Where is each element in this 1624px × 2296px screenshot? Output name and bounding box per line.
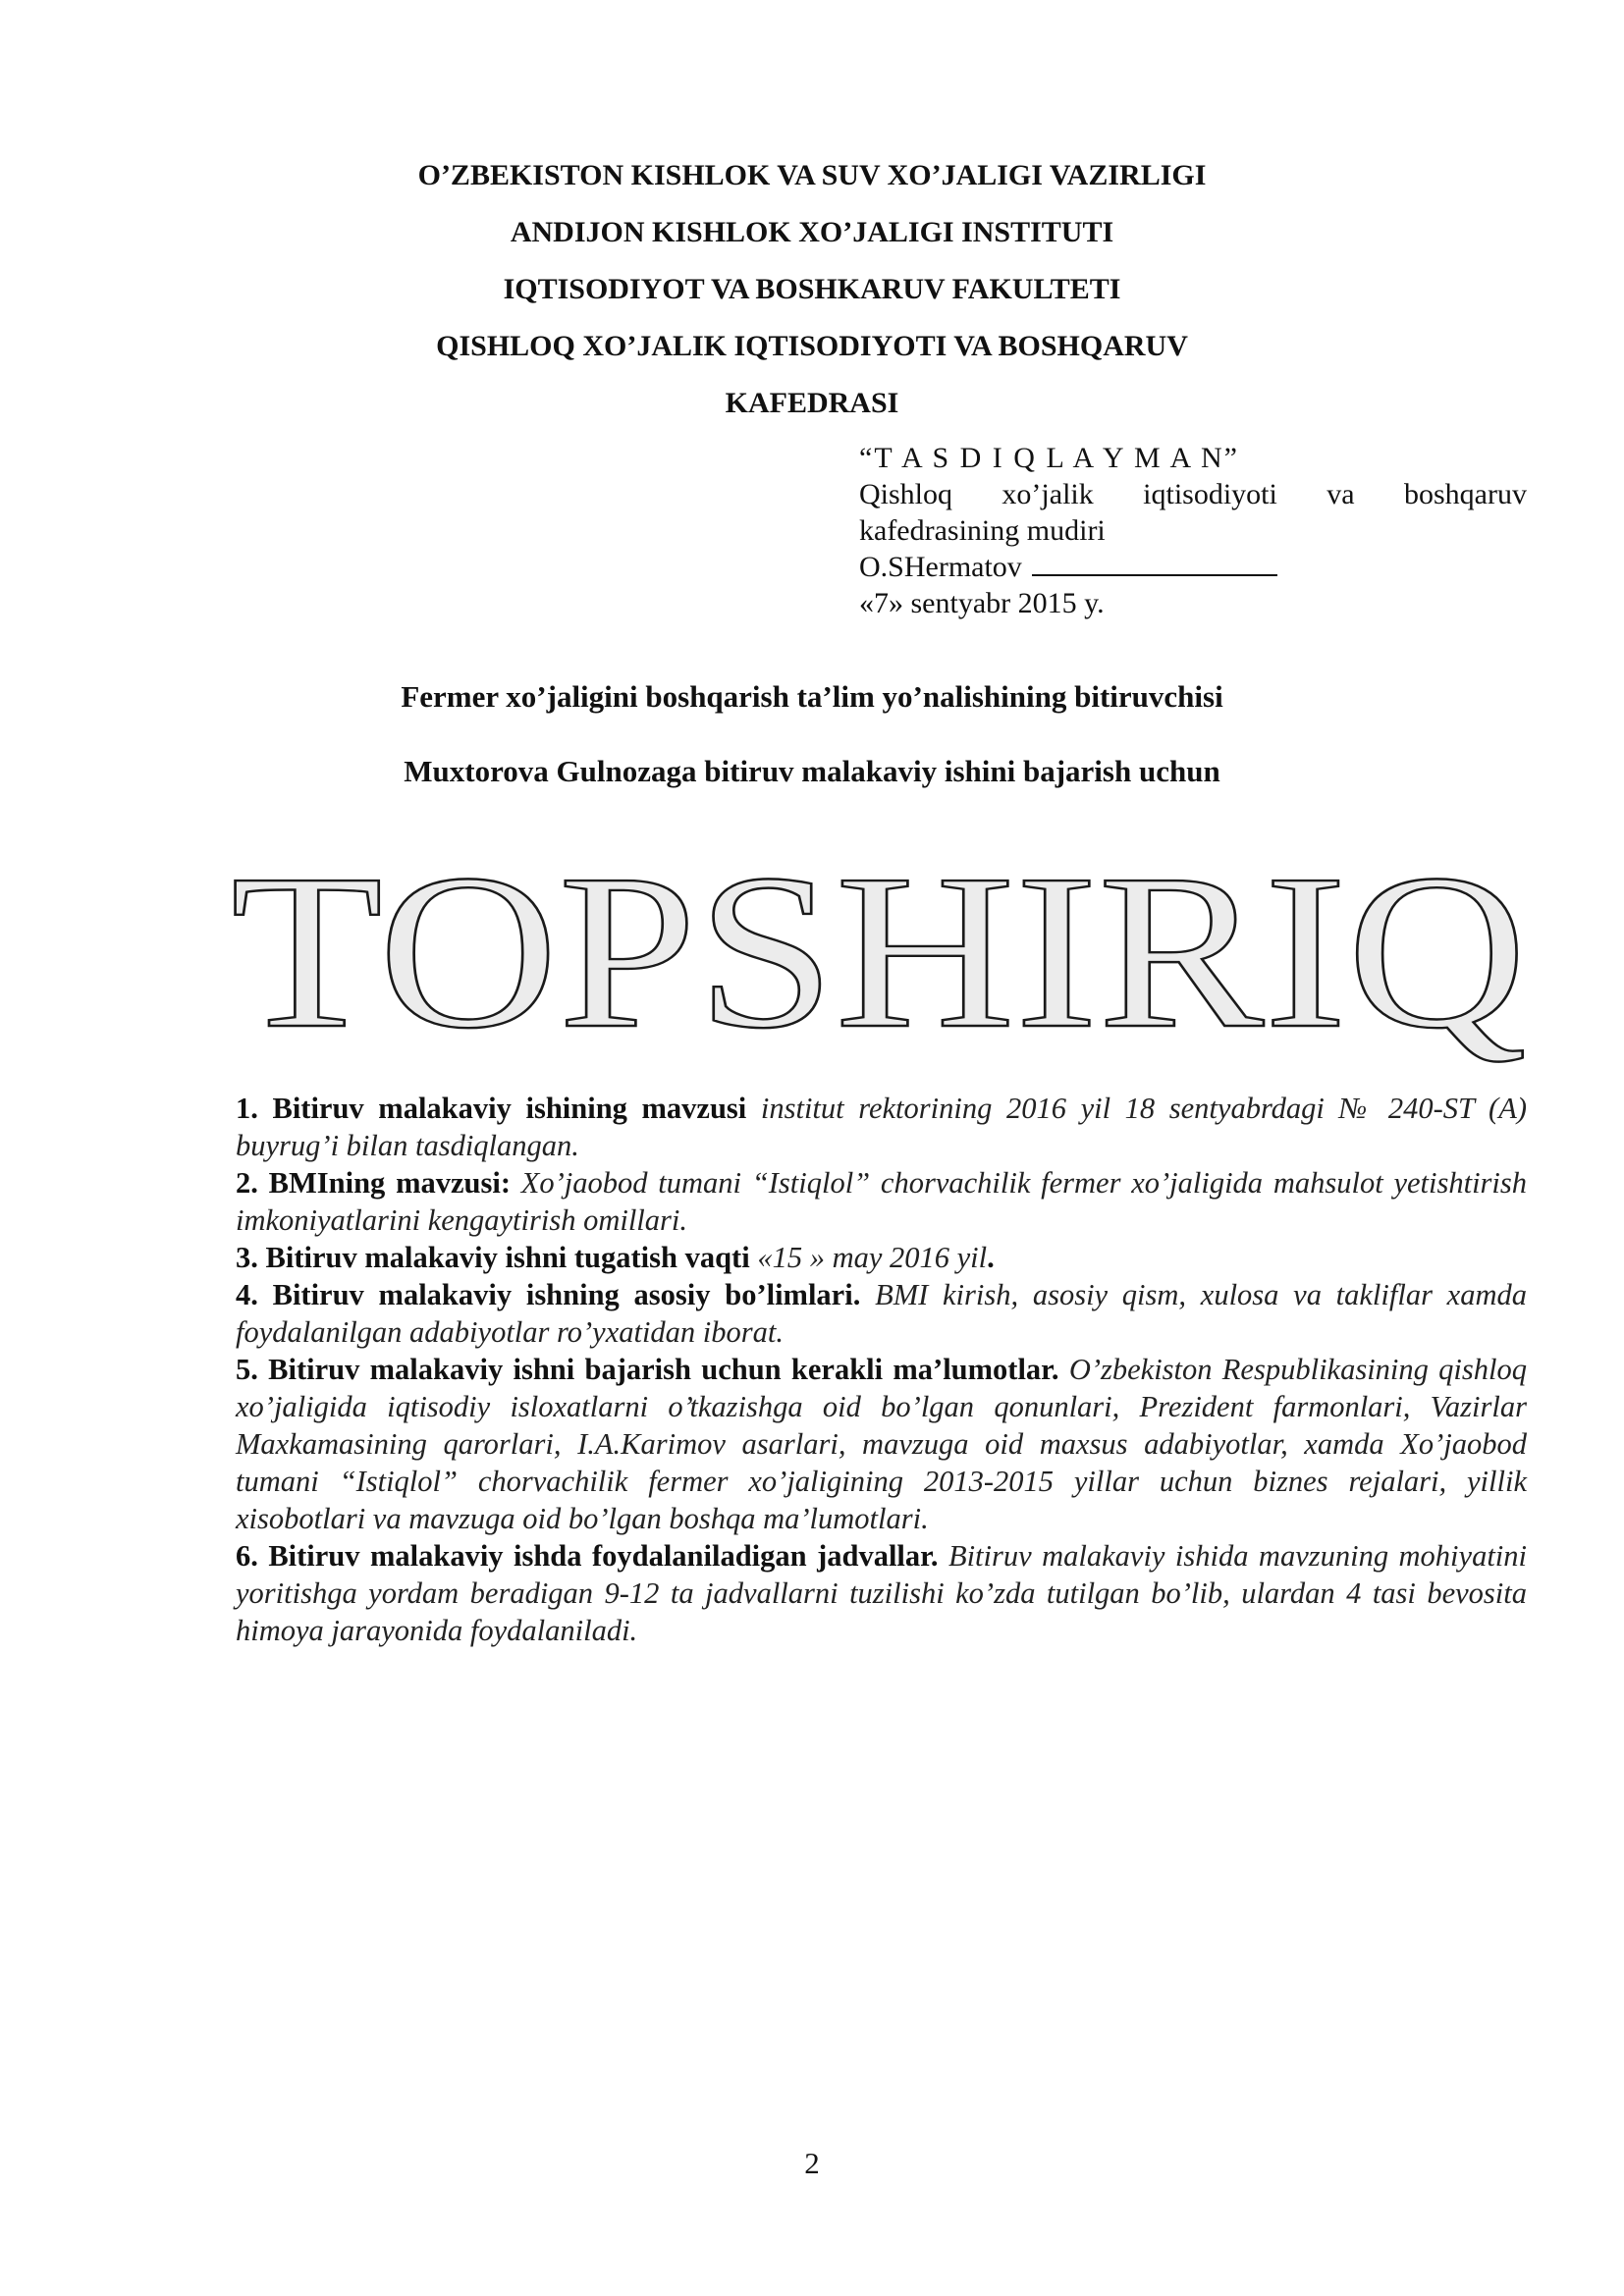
task-item-3 [236, 1239, 1527, 1276]
task-list [236, 1090, 1527, 1649]
task-item-5-label: 5. Bitiruv malakaviy ishni bajarish uchun kerakli ma’lumotlar. [236, 1353, 1059, 1386]
approver-name: O.SHermatov [859, 551, 1022, 583]
approval-position-line2: kafedrasining mudiri [859, 514, 1106, 547]
task-item-6 [236, 1537, 1527, 1649]
subtitle-line2: Muxtorova Gulnozaga bitiruv malakaviy ishini bajarish uchun [404, 754, 1220, 788]
signature-line [1032, 549, 1277, 576]
task-item-5-text: O’zbekiston Respublikasining qishloq xo’jaligida iqtisodiy isloxatlarni o’tkazishga oid bo’lgan qonunlari, Prezident farmonlari, Vazirlar Maxkamasining qarorlari, I.A.Karimov asarlari, mavzuga oid maxsus adabiyotlar, xamda Xo’jaobod tumani “Istiqlol” chorvachilik fermer xo’jaligining 2013-2015 yillar uchun biznes rejalari, yillik xisobotlari va mavzuga oid bo’lgan boshqa ma’lumotlari. [236, 1353, 1527, 1535]
approval-date: «7» sentyabr 2015 y. [859, 587, 1105, 619]
subtitle-line1: Fermer xo’jaligini boshqarish ta’lim yo’nalishining bitiruvchisi [401, 679, 1223, 714]
faculty-name: IQTISODIYOT VA BOSHKARUV FAKULTETI [503, 273, 1121, 305]
task-item-5 [236, 1351, 1527, 1537]
task-item-2-text: Xo’jaobod tumani “Istiqlol” chorvachilik fermer xo’jaligida mahsulot yetishtirish imkoniyatlarini kengaytirish omillari. [236, 1166, 1528, 1237]
task-item-2 [236, 1164, 1527, 1239]
task-item-3-suffix: . [987, 1241, 995, 1274]
task-item-1-text: institut rektorining 2016 yil 18 sentyabrdagi № 240-ST (A) buyrug’i bilan tasdiqlangan. [236, 1092, 1527, 1162]
task-item-2-label: 2. BMIning mavzusi: [236, 1166, 511, 1200]
document-header [0, 147, 1624, 432]
department-name: QISHLOQ XO’JALIK IQTISODIYOTI VA BOSHQARUV [436, 330, 1188, 362]
big-title-svg [226, 846, 1532, 1072]
task-item-6-label: 6. Bitiruv malakaviy ishda foydalaniladigan jadvallar. [236, 1539, 939, 1573]
task-item-6-text: Bitiruv malakaviy ishida mavzuning mohiyatini yoritishga yordam beradigan 9-12 ta jadvallarni tuzilishi ko’zda tutilgan bo’lib, ulardan 4 tasi bevosita himoya jarayonida foydalaniladi. [236, 1539, 1527, 1647]
task-item-4-text: BMI kirish, asosiy qism, xulosa va takliflar xamda foydalanilgan adabiyotlar ro’yxatidan iborat. [236, 1278, 1527, 1349]
task-item-3-text: «15 » may 2016 yil [757, 1241, 988, 1274]
approval-signature-row [859, 549, 1527, 585]
institute-name: ANDIJON KISHLOK XO’JALIGI INSTITUTI [510, 216, 1114, 248]
task-item-4-label: 4. Bitiruv malakaviy ishning asosiy bo’limlari. [236, 1278, 861, 1311]
task-item-1-label: 1. Bitiruv malakaviy ishining mavzusi [236, 1092, 747, 1125]
ministry-name: O’ZBEKISTON KISHLOK VA SUV XO’JALIGI VAZIRLIGI [417, 159, 1207, 191]
approval-block [859, 440, 1527, 621]
department-name-cont: KAFEDRASI [725, 387, 899, 419]
page-number: 2 [804, 2146, 820, 2180]
task-item-1 [236, 1090, 1527, 1164]
task-item-4 [236, 1276, 1527, 1351]
approval-title: “T A S D I Q L A Y M A N” [859, 442, 1239, 474]
approval-position-line1: Qishloq xo’jalik iqtisodiyoti va boshqaruv [859, 478, 1527, 510]
task-item-3-label: 3. Bitiruv malakaviy ishni tugatish vaqti [236, 1241, 750, 1274]
big-title: TOPSHIRIQ [231, 846, 1527, 1072]
